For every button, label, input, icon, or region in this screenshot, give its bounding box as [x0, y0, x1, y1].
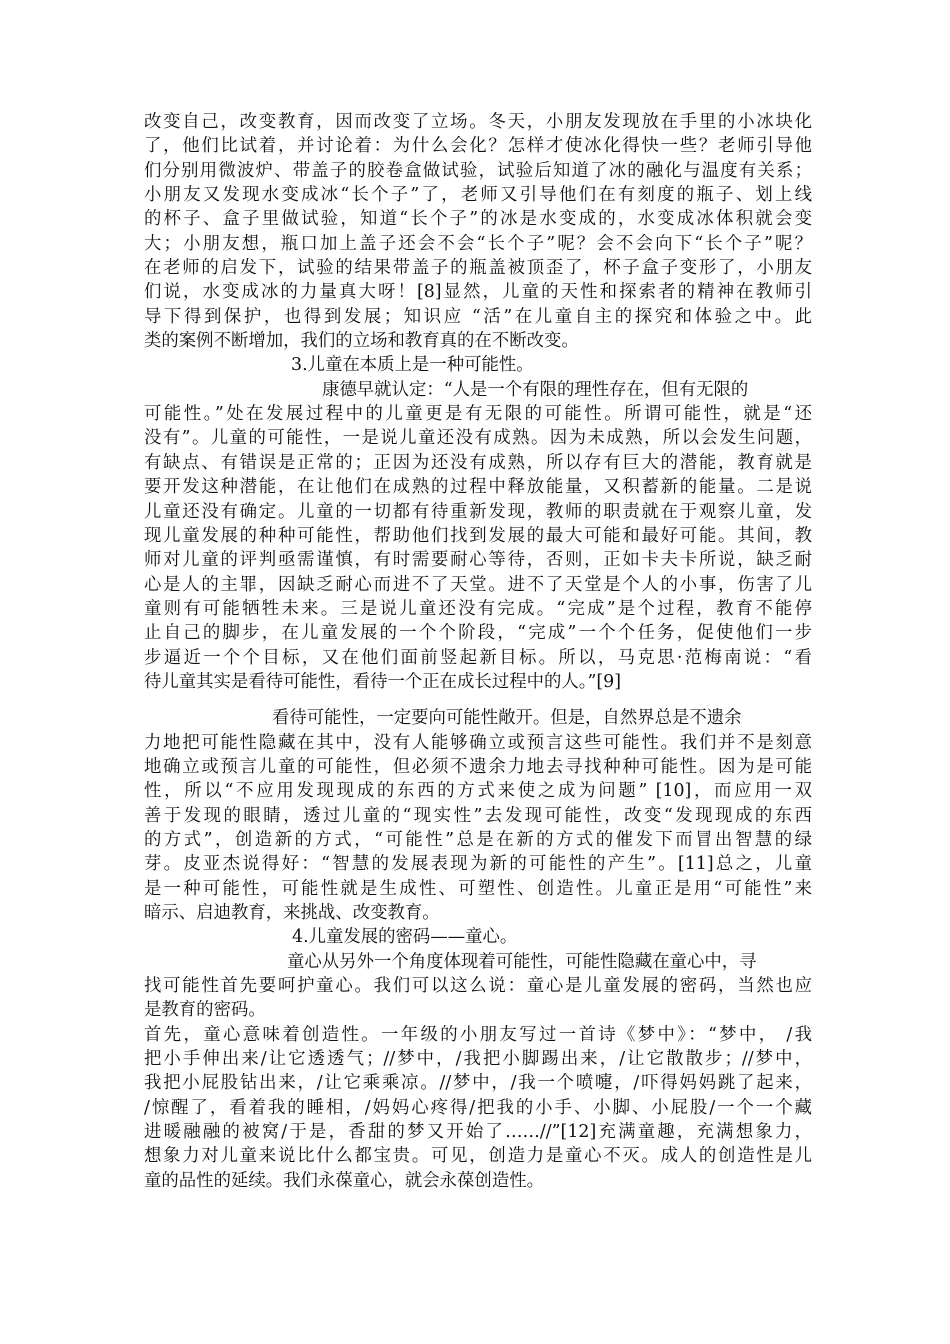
- text-line: 童的品性的延续。我们永葆童心，就会永葆创造性。: [144, 1170, 544, 1191]
- text-line: 首先，童心意味着创造性。一年级的小朋友写过一首诗《梦中》：“梦中， /我: [144, 1024, 812, 1045]
- text-line: 的方式”，创造新的方式，“可能性”总是在新的方式的催发下而冒出智慧的绿: [144, 829, 812, 850]
- text-line: 没有”。儿童的可能性，一是说儿童还没有成熟。因为未成熟，所以会发生问题，: [144, 428, 812, 449]
- text-line: 现儿童发展的种种可能性，帮助他们找到发展的最大可能和最好可能。其间，教: [144, 525, 812, 546]
- text-line: 类的案例不断增加，我们的立场和教育真的在不断改变。: [144, 331, 579, 352]
- text-line: 儿童还没有确定。儿童的一切都有待重新发现，教师的职责就在于观察儿童，发: [144, 501, 812, 522]
- text-line: 大；小朋友想，瓶口加上盖子还会不会“长个子”呢？会不会向下“长个子”呢？: [144, 233, 812, 254]
- text-line: 心是人的主罪，因缺乏耐心而进不了天堂。进不了天堂是个人的小事，伤害了儿: [144, 574, 812, 595]
- text-line: 有缺点、有错误是正常的；正因为还没有成熟，所以存有巨大的潜能，教育就是: [144, 452, 812, 473]
- text-line: 暗示、启迪教育，来挑战、改变教育。: [144, 903, 440, 923]
- text-line: 的杯子、盒子里做试验，知道“长个子”的冰是水变成的，水变成冰体积就会变: [144, 209, 812, 230]
- text-line: 童则有可能牺牲未来。三是说儿童还没有完成。“完成”是个过程，教育不能停: [144, 598, 812, 619]
- text-line: 师对儿童的评判亟需谨慎，有时需要耐心等待，否则，正如卡夫卡所说，缺乏耐: [144, 550, 812, 571]
- text-line: 力地把可能性隐藏在其中，没有人能够确立或预言这些可能性。我们并不是刻意: [144, 732, 812, 753]
- section-heading-4: 4.儿童发展的密码——童心。: [292, 927, 518, 948]
- text-line: 善于发现的眼睛，透过儿童的“现实性”去发现可能性，改变“发现现成的东西: [144, 805, 812, 826]
- text-line: 是教育的密码。: [144, 1000, 266, 1021]
- text-line: 止自己的脚步，在儿童发展的一个个阶段，“完成”一个个任务，促使他们一步: [144, 623, 812, 644]
- text-line: 童心从另外一个角度体现着可能性，可能性隐藏在童心中，寻: [287, 951, 757, 972]
- text-line: 小朋友又发现水变成冰“长个子”了，老师又引导他们在有刻度的瓶子、划上线: [144, 185, 812, 206]
- text-line: 可能性。”处在发展过程中的儿童更是有无限的可能性。所谓可能性，就是“还: [144, 404, 812, 425]
- text-line: 导下得到保护，也得到发展；知识应 “活”在儿童自主的探究和体验之中。此: [144, 306, 812, 327]
- text-line: 性，所以“不应用发现现成的东西的方式来使之成为问题” [10]，而应用一双: [144, 781, 812, 802]
- text-line: 要开发这种潜能，在让他们在成熟的过程中释放能量，又积蓄新的能量。二是说: [144, 477, 812, 498]
- text-line: 们说，水变成冰的力量真大呀！[8]显然，儿童的天性和探索者的精神在教师引: [144, 282, 812, 303]
- text-line: 在老师的启发下，试验的结果带盖子的瓶盖被顶歪了，杯子盒子变形了，小朋友: [144, 258, 812, 279]
- text-line: 改变自己，改变教育，因而改变了立场。冬天，小朋友发现放在手里的小冰块化: [144, 112, 812, 132]
- text-line: 们分别用微波炉、带盖子的胶卷盒做试验，试验后知道了冰的融化与温度有关系；: [144, 160, 812, 181]
- text-line: 步逼近一个个目标，又在他们面前竖起新目标。所以，马克思·范梅南说：“看: [144, 647, 812, 668]
- text-line: 地确立或预言儿童的可能性，但必须不遗余力地去寻找种种可能性。因为是可能: [144, 756, 812, 777]
- text-line: 进暖融融的被窝/于是，香甜的梦又开始了……//”[12]充满童趣，充满想象力，: [144, 1122, 812, 1143]
- text-line: 找可能性首先要呵护童心。我们可以这么说：童心是儿童发展的密码，当然也应: [144, 976, 812, 997]
- body-text: [144, 110, 812, 1193]
- text-line: 想象力对儿童来说比什么都宝贵。可见，创造力是童心不灭。成人的创造性是儿: [144, 1146, 812, 1167]
- text-line: 是一种可能性，可能性就是生成性、可塑性、创造性。儿童正是用“可能性”来: [144, 878, 812, 899]
- text-line: 把小手伸出来/让它透透气；//梦中，/我把小脚踢出来，/让它散散步；//梦中，: [144, 1049, 812, 1070]
- section-heading-3: 3.儿童在本质上是一种可能性。: [291, 355, 534, 376]
- text-line: 芽。皮亚杰说得好：“智慧的发展表现为新的可能性的产生”。[11]总之，儿童: [144, 854, 812, 875]
- text-line: 看待可能性，一定要向可能性敞开。但是，自然界总是不遗余: [272, 708, 742, 729]
- text-line: /惊醒了，看着我的睡相，/妈妈心疼得/把我的小手、小脚、小屁股/一个一个藏: [144, 1097, 812, 1118]
- text-line: 了，他们比试着，并讨论着：为什么会化？怎样才使冰化得快一些？老师引导他: [144, 136, 812, 157]
- text-line: 待儿童其实是看待可能性，看待一个正在成长过程中的人。”[9]: [144, 671, 621, 692]
- text-line: 康德早就认定：“人是一个有限的理性存在，但有无限的: [322, 379, 749, 400]
- text-line: 我把小屁股钻出来，/让它乘乘凉。//梦中，/我一个喷嚏，/吓得妈妈跳了起来，: [144, 1073, 812, 1094]
